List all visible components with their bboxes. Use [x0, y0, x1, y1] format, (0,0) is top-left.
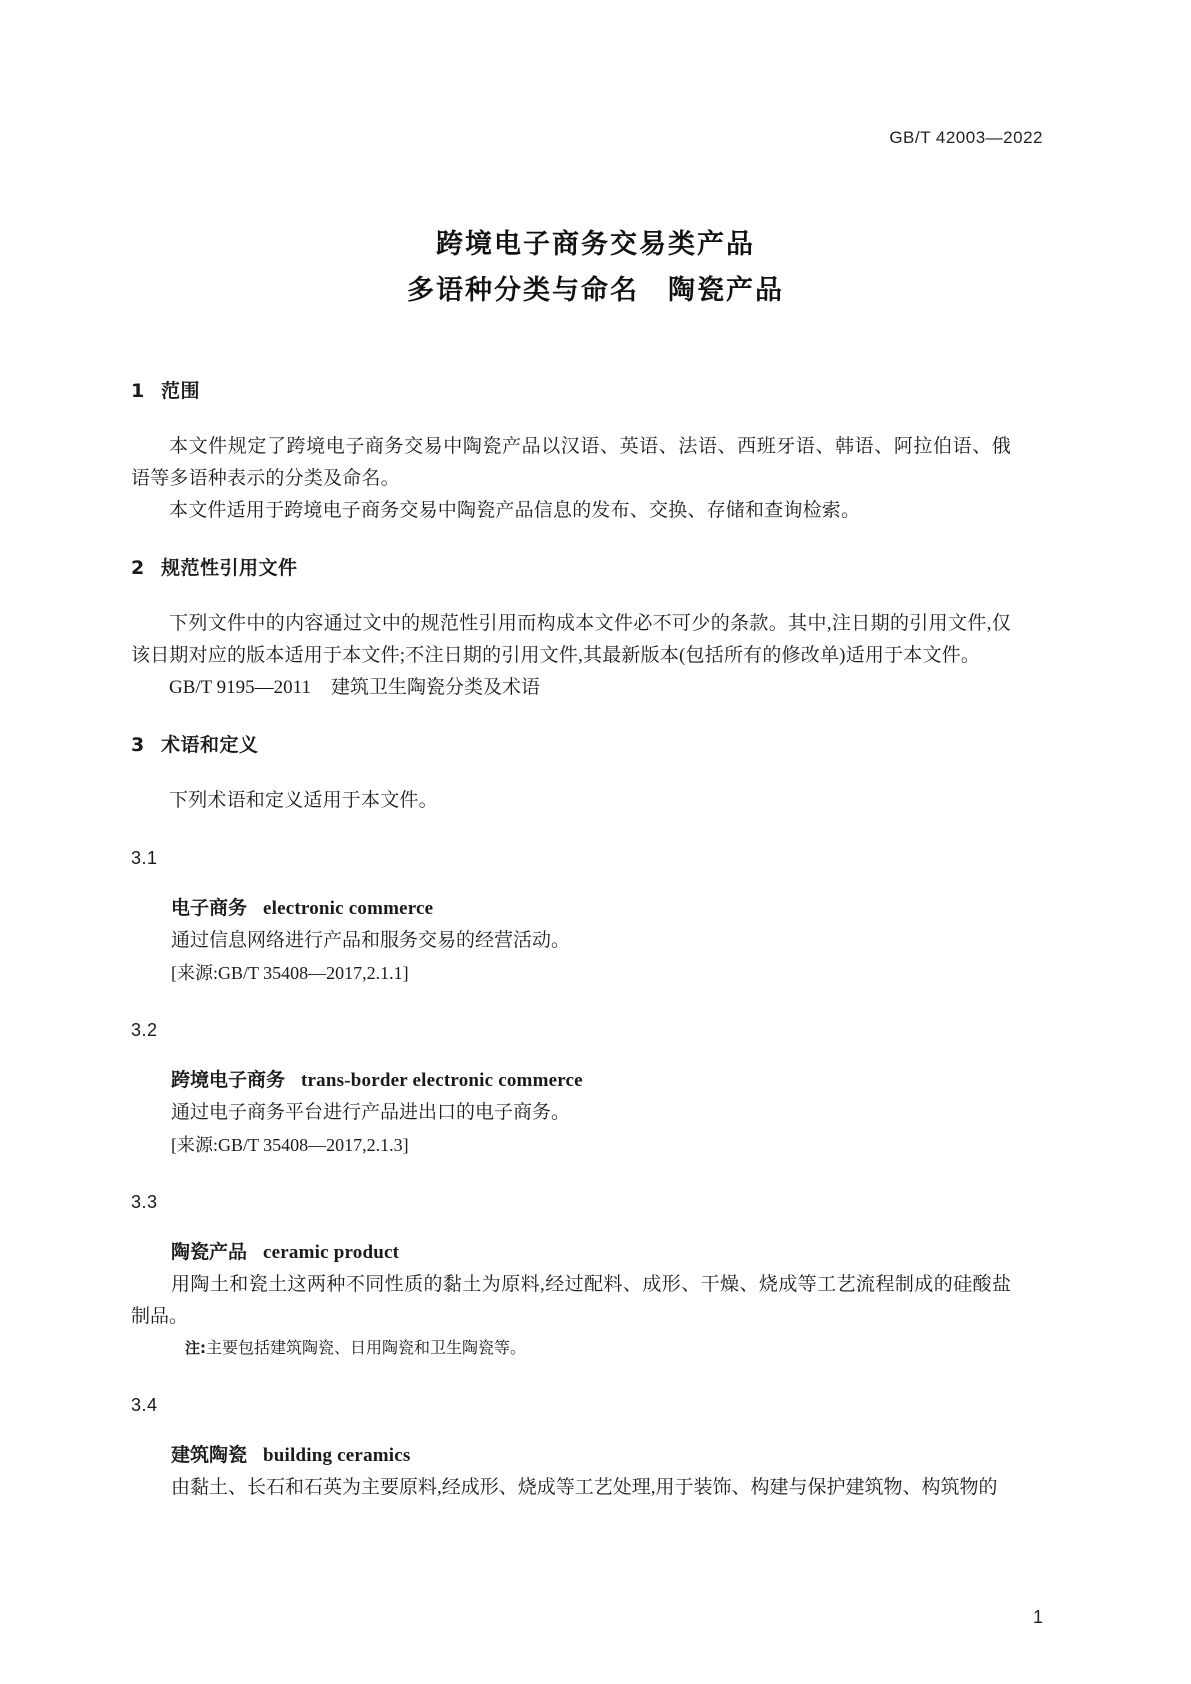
normative-reference-entry — [131, 672, 1011, 704]
term-entry-3-1 — [171, 892, 1011, 989]
term-entry-3-3 — [131, 1236, 1011, 1364]
term-title-3-4 — [171, 1439, 1011, 1472]
term-name-zh-3-2: 跨境电子商务 — [171, 1069, 286, 1091]
term-source-3-1: [来源:GB/T 35408—2017,2.1.1] — [171, 963, 409, 983]
clause-title-1: 范围 — [161, 380, 201, 402]
term-title-3-3 — [171, 1236, 1011, 1269]
term-definition-3-1: 通过信息网络进行产品和服务交易的经营活动。 — [171, 930, 571, 951]
clause-heading-normative-references — [131, 553, 1011, 584]
document-body — [131, 376, 1011, 1504]
page-header-standard-number: GB/T 42003—2022 — [889, 128, 1043, 147]
normative-references-paragraph: 下列文件中的内容通过文中的规范性引用而构成本文件必不可少的条款。其中,注日期的引用文件,仅该日期对应的版本适用于本文件;不注日期的引用文件,其最新版本(包括所有的修改单)适用于本文件。 — [131, 613, 1011, 666]
reference-code: GB/T 9195—2011 — [169, 677, 311, 698]
clause-heading-terms-and-definitions — [131, 730, 1011, 761]
title-line-2: 多语种分类与命名 陶瓷产品 — [407, 275, 784, 306]
term-name-en-3-4: building ceramics — [263, 1445, 411, 1466]
term-definition-3-4: 由黏土、长石和石英为主要原料,经成形、烧成等工艺处理,用于装饰、构建与保护建筑物、构筑物的 — [171, 1477, 998, 1498]
terms-intro-paragraph: 下列术语和定义适用于本文件。 — [169, 790, 438, 811]
page-number: 1 — [1032, 1607, 1043, 1627]
term-number-3-2: 3.2 — [131, 1020, 158, 1040]
term-definition-3-2: 通过电子商务平台进行产品进出口的电子商务。 — [171, 1102, 571, 1123]
term-number-3-4: 3.4 — [131, 1395, 158, 1415]
term-name-en-3-2: trans-border electronic commerce — [301, 1070, 583, 1091]
term-title-3-1 — [171, 892, 1011, 925]
term-title-3-2 — [171, 1064, 1011, 1097]
term-name-zh-3-4: 建筑陶瓷 — [171, 1444, 248, 1466]
term-number-3-1: 3.1 — [131, 848, 158, 868]
clause-number-2: 2 — [131, 557, 145, 579]
term-definition-3-3: 用陶土和瓷土这两种不同性质的黏土为原料,经过配料、成形、干燥、烧成等工艺流程制成的硅酸盐制品。 — [131, 1274, 1011, 1327]
clause-title-2: 规范性引用文件 — [161, 557, 298, 579]
term-number-3-3: 3.3 — [131, 1192, 158, 1212]
title-line-1: 跨境电子商务交易类产品 — [436, 229, 755, 260]
term-name-zh-3-3: 陶瓷产品 — [171, 1241, 248, 1263]
note-label-3-3: 注: — [185, 1339, 206, 1357]
clause-heading-scope — [131, 376, 1011, 407]
term-name-zh-3-1: 电子商务 — [171, 897, 248, 919]
document-title — [0, 222, 1191, 314]
scope-paragraph-2: 本文件适用于跨境电子商务交易中陶瓷产品信息的发布、交换、存储和查询检索。 — [169, 500, 861, 521]
clause-title-3: 术语和定义 — [161, 734, 259, 756]
reference-title: 建筑卫生陶瓷分类及术语 — [330, 677, 540, 698]
clause-number-1: 1 — [131, 380, 145, 402]
note-text-3-3: 主要包括建筑陶瓷、日用陶瓷和卫生陶瓷等。 — [206, 1340, 527, 1357]
clause-number-3: 3 — [131, 734, 145, 756]
term-name-en-3-3: ceramic product — [263, 1242, 400, 1263]
term-entry-3-2 — [171, 1064, 1011, 1161]
term-source-3-2: [来源:GB/T 35408—2017,2.1.3] — [171, 1135, 409, 1155]
term-name-en-3-1: electronic commerce — [263, 898, 434, 919]
scope-paragraph-1: 本文件规定了跨境电子商务交易中陶瓷产品以汉语、英语、法语、西班牙语、韩语、阿拉伯语、俄语等多语种表示的分类及命名。 — [131, 436, 1011, 489]
term-note-3-3 — [185, 1333, 1011, 1364]
term-entry-3-4 — [171, 1439, 1011, 1504]
